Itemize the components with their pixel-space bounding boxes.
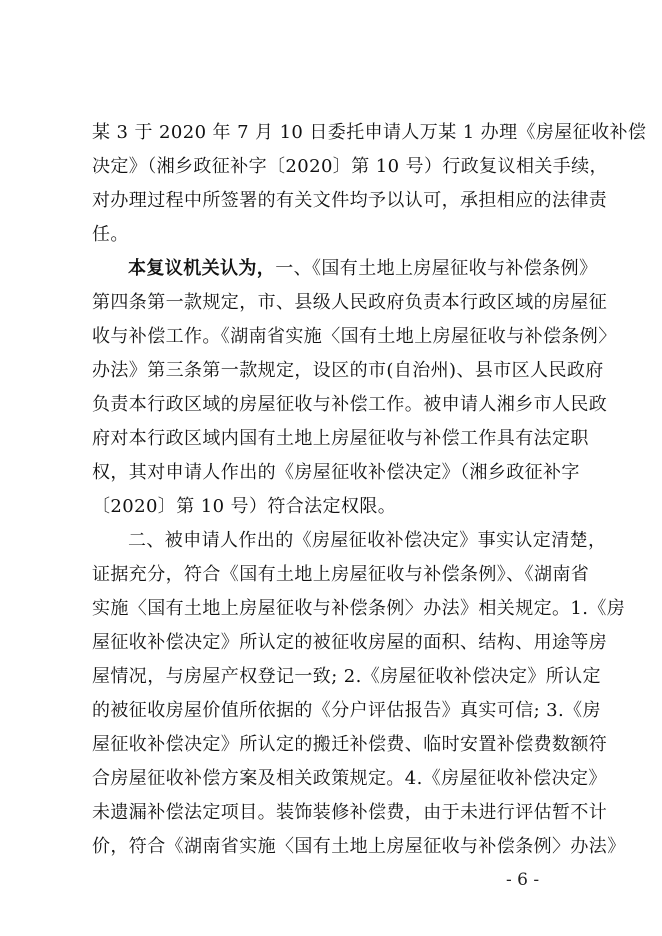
- text-line: 二、被申请人作出的《房屋征收补偿决定》事实认定清楚，: [128, 530, 607, 551]
- text-line: 的被征收房屋价值所依据的《分户评估报告》真实可信; 3.《房: [92, 700, 601, 721]
- text-line: 屋征收补偿决定》所认定的搬迁补偿费、临时安置补偿费数额符: [92, 734, 608, 755]
- paragraph-first-line: [128, 258, 597, 280]
- lead-bold-text: 本复议机关认为，: [128, 258, 276, 279]
- text-line: 负责本行政区域的房屋征收与补偿工作。被申请人湘乡市人民政: [92, 394, 608, 415]
- text-line: 府对本行政区域内国有土地上房屋征收与补偿工作具有法定职: [92, 428, 589, 449]
- text-line: 第四条第一款规定，市、县级人民政府负责本行政区域的房屋征: [92, 292, 608, 313]
- text-line: 对办理过程中所签署的有关文件均予以认可，承担相应的法律责: [92, 190, 608, 211]
- text-line: 收与补偿工作。《湖南省实施〈国有土地上房屋征收与补偿条例〉: [92, 326, 617, 347]
- text-line: 〔2020〕第 10 号）符合法定权限。: [92, 496, 397, 517]
- text-line: 屋情况，与房屋产权登记一致; 2.《房屋征收补偿决定》所认定: [92, 666, 601, 687]
- page-number: - 6 -: [506, 870, 540, 890]
- text-line: 价，符合《湖南省实施〈国有土地上房屋征收与补偿条例〉办法》: [92, 836, 626, 857]
- text-line: 决定》（湘乡政征补字〔2020〕第 10 号）行政复议相关手续，: [92, 156, 608, 177]
- text-line: 实施〈国有土地上房屋征收与补偿条例〉办法》相关规定。1.《房: [92, 598, 626, 619]
- text-line: 合房屋征收补偿方案及相关政策规定。4.《房屋征收补偿决定》: [92, 768, 607, 789]
- text-line: 权，其对申请人作出的《房屋征收补偿决定》（湘乡政征补字: [92, 462, 580, 483]
- text-line: 证据充分，符合《国有土地上房屋征收与补偿条例》、《湖南省: [92, 564, 590, 585]
- text-line: 任。: [92, 224, 129, 245]
- text-line: 某 3 于 2020 年 7 月 10 日委托申请人万某 1 办理《房屋征收补偿: [92, 122, 647, 143]
- first-line-rest: 一、《国有土地上房屋征收与补偿条例》: [275, 258, 598, 279]
- text-line: 屋征收补偿决定》所认定的被征收房屋的面积、结构、用途等房: [92, 632, 608, 653]
- text-line: 办法》第三条第一款规定，设区的市(自治州)、县市区人民政府: [92, 360, 604, 381]
- text-line: 未遗漏补偿法定项目。装饰装修补偿费，由于未进行评估暂不计: [92, 802, 608, 823]
